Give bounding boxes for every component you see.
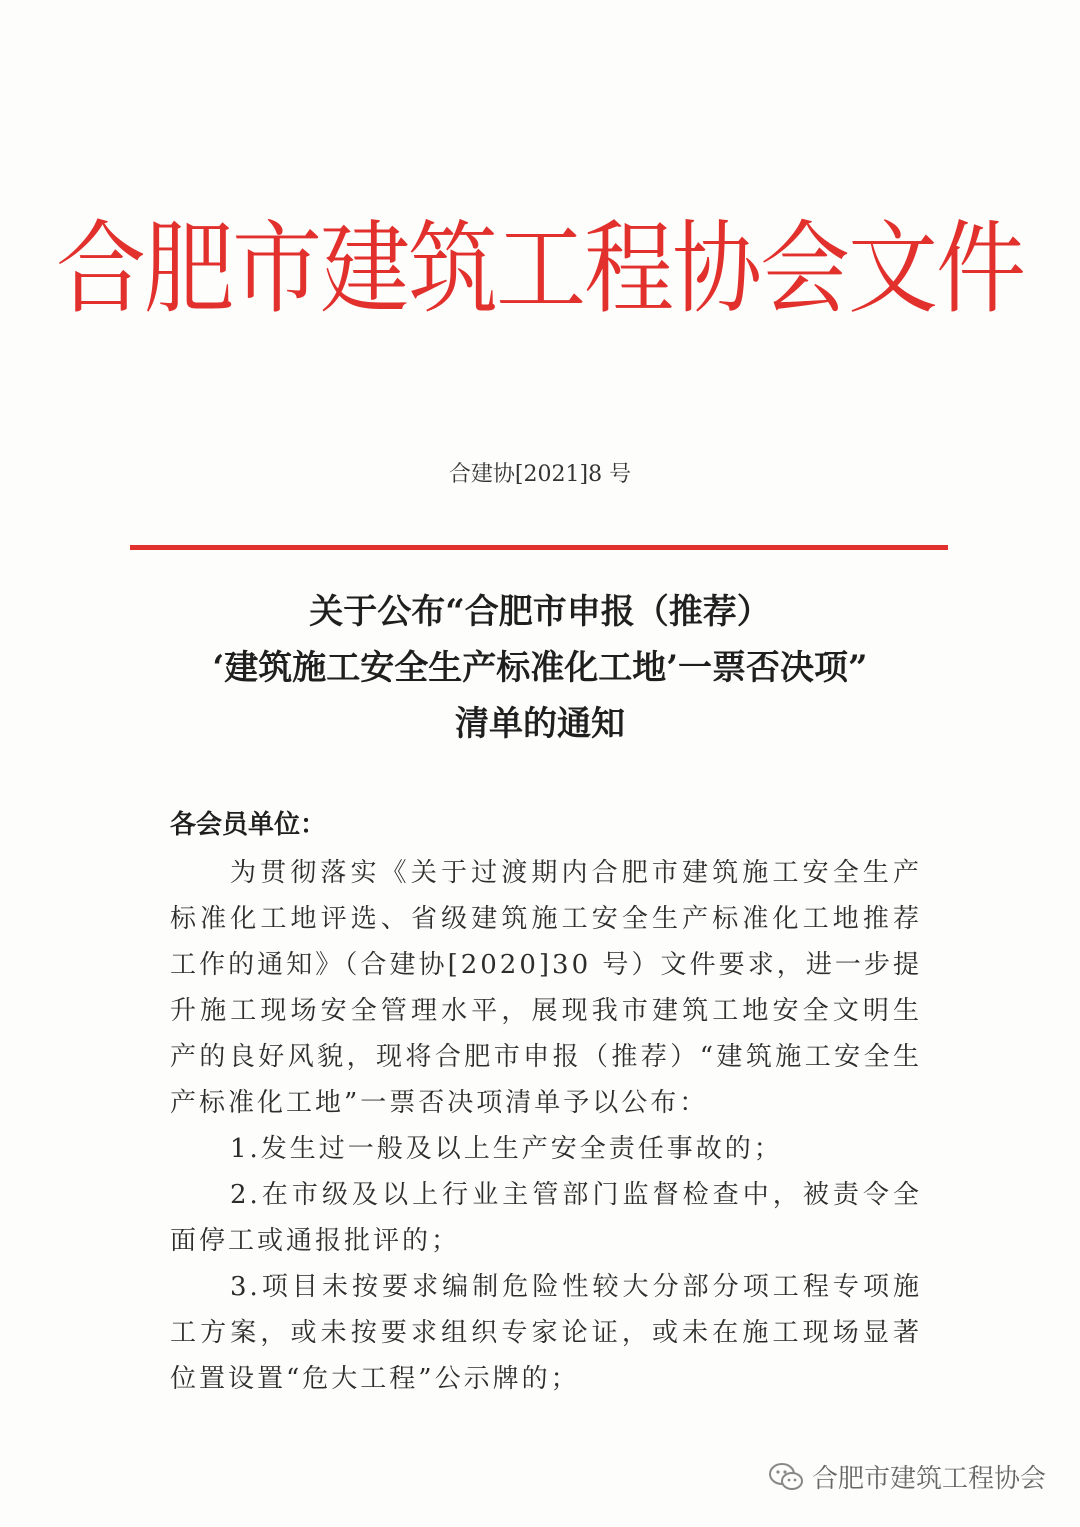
title-line-2: ‘建筑施工安全生产标准化工地’一票否决项” — [212, 648, 868, 688]
title-line-3: 清单的通知 — [455, 704, 625, 744]
notice-title — [0, 584, 1080, 752]
wechat-icon — [768, 1461, 804, 1493]
title-line-1: 关于公布“合肥市申报（推荐） — [309, 592, 771, 632]
paragraph-item-2: 2.在市级及以上行业主管部门监督检查中，被责令全面停工或通报批评的； — [170, 1180, 922, 1256]
paragraph-intro: 为贯彻落实《关于过渡期内合肥市建筑施工安全生产标准化工地评选、省级建筑施工安全生产标准化工地推荐工作的通知》（合建协[2020]30 号）文件要求，进一步提升施工现场安全管理水平，展现我市建筑工地安全文明生产的良好风貌，现将合肥市申报（推荐）“建筑施工安全生产标准化工地”一票否决项清单予以公布： — [170, 858, 922, 1118]
wechat-watermark — [768, 1458, 1046, 1495]
watermark-label: 合肥市建筑工程协会 — [811, 1464, 1046, 1494]
paragraph-item-3: 3.项目未按要求编制危险性较大分部分项工程专项施工方案，或未按要求组织专家论证，或未在施工现场显著位置设置“危大工程”公示牌的； — [170, 1272, 922, 1394]
red-divider — [130, 545, 948, 550]
paragraph-item-1: 1.发生过一般及以上生产安全责任事故的； — [230, 1134, 783, 1164]
salutation: 各会员单位： — [170, 810, 327, 840]
org-title: 合肥市建筑工程协会文件 — [56, 210, 1024, 329]
body-text — [170, 850, 922, 1402]
doc-number: 合建协[2021]8 号 — [448, 462, 632, 487]
